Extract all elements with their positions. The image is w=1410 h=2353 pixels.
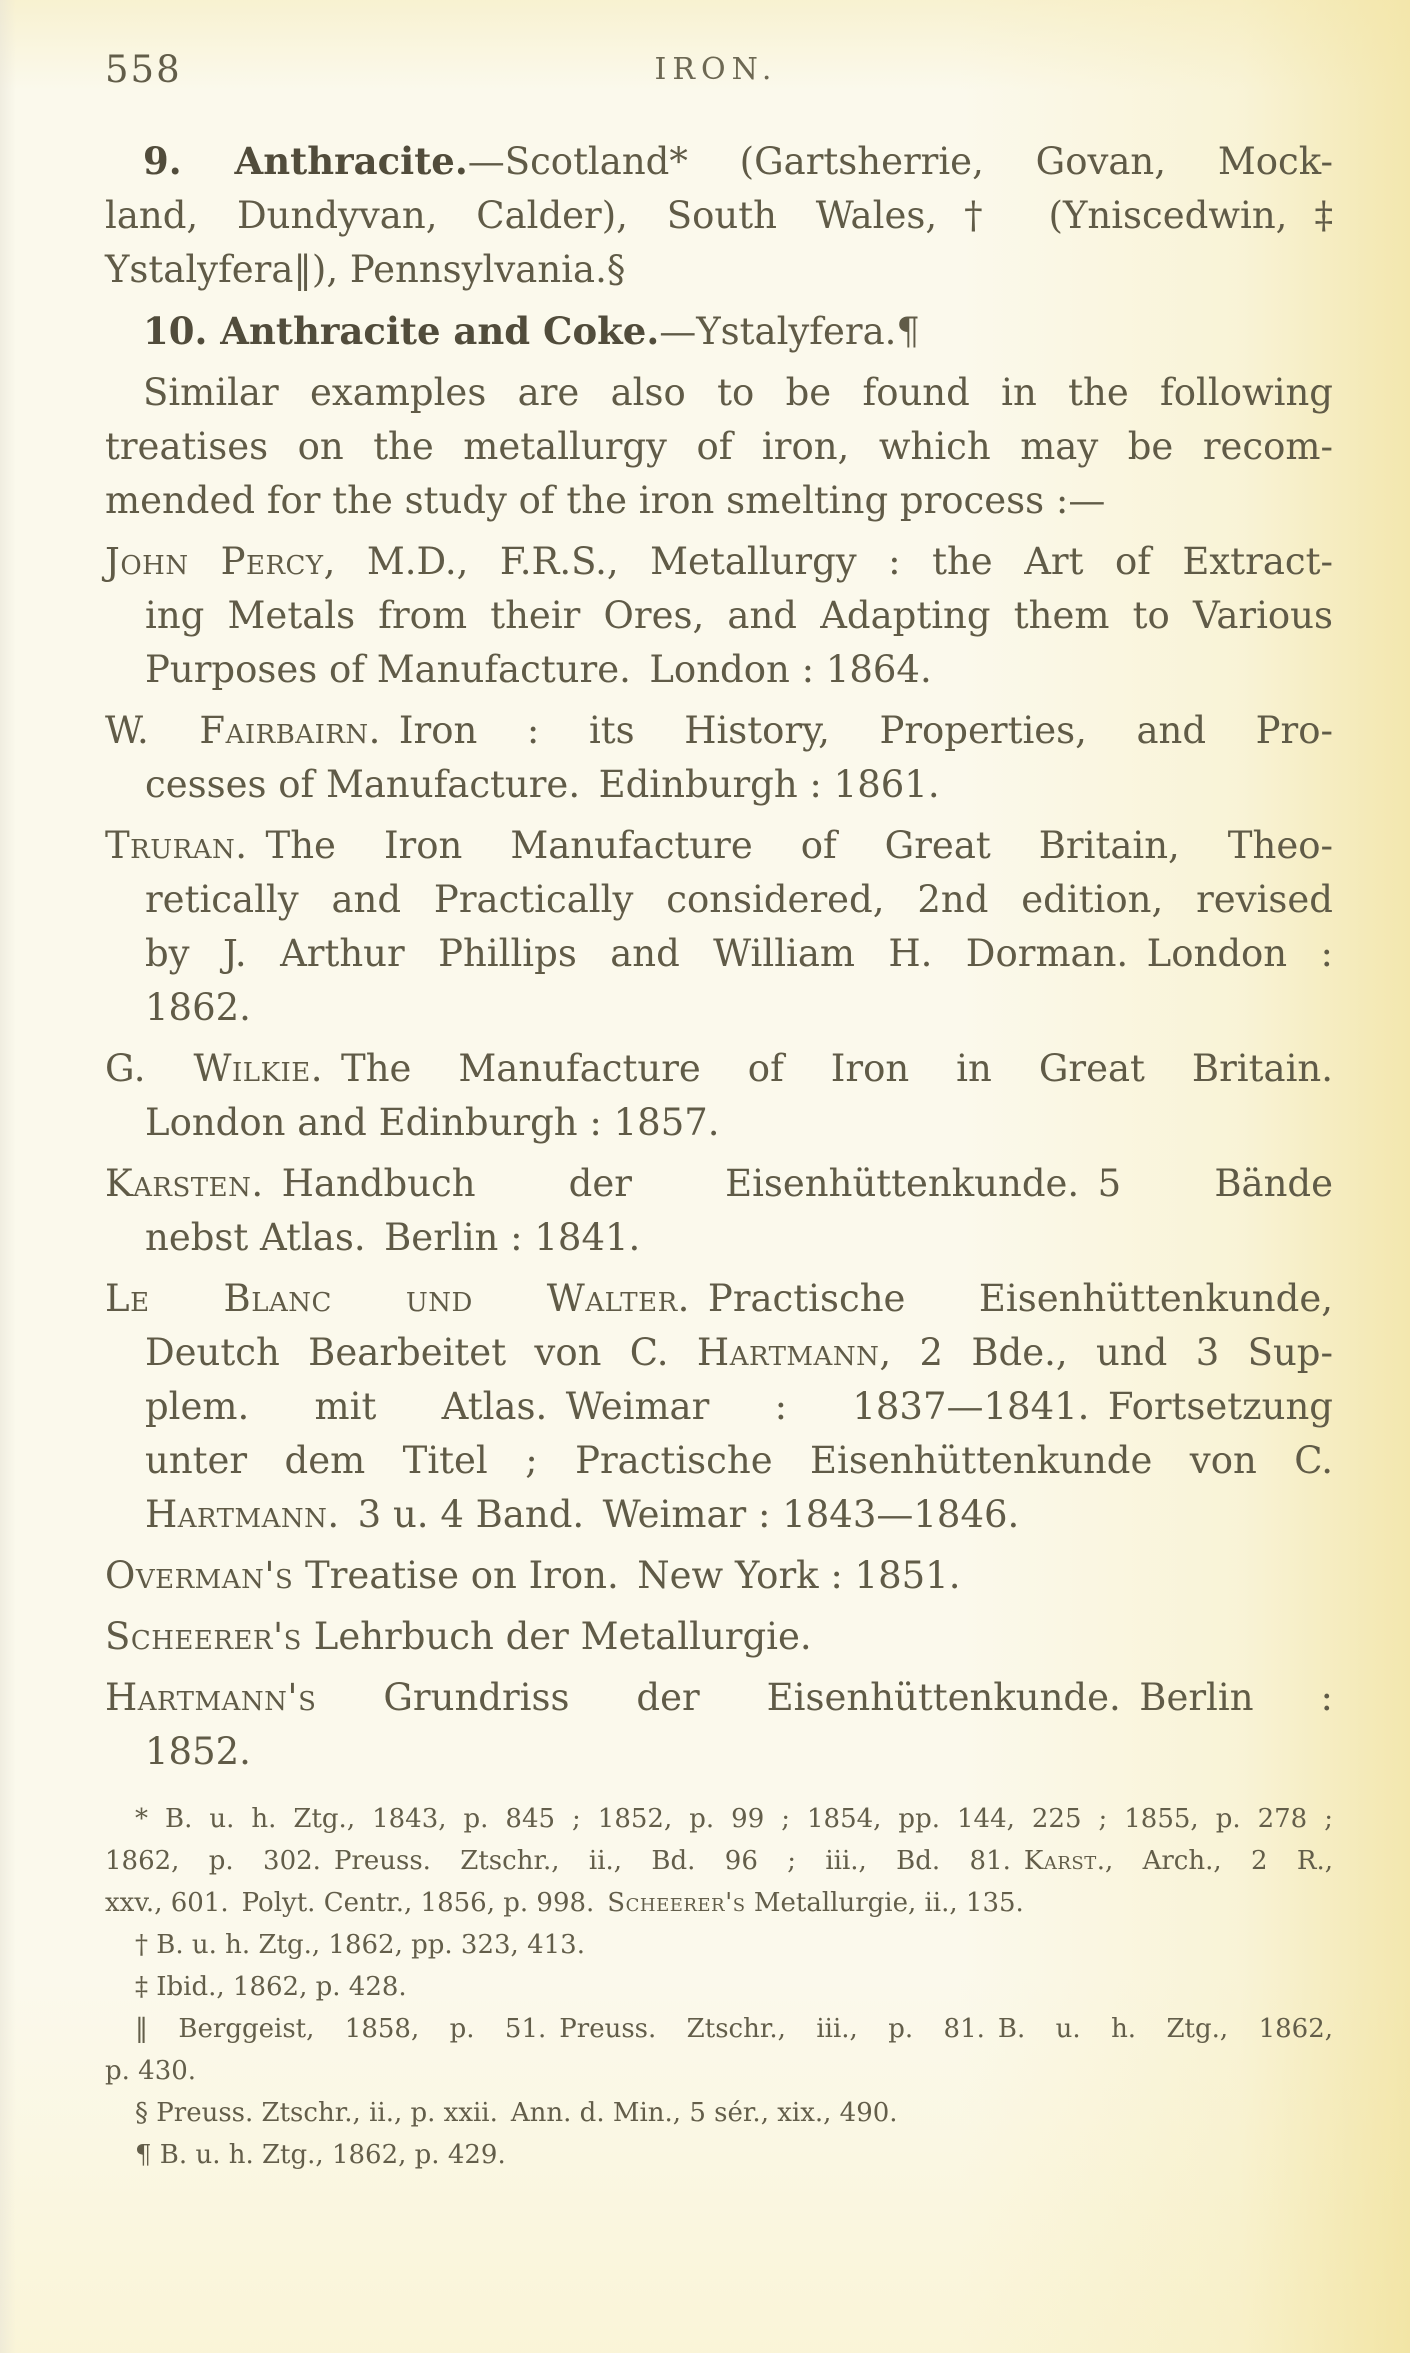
footnote-section: § Preuss. Ztschr., ii., p. xxii. Ann. d. Min., 5 sér., xix., 490. — [135, 2098, 898, 2128]
text-line: Karsten. Handbuch der Eisenhüttenkunde. 5 Bände — [105, 1162, 1333, 1205]
text-line: John Percy, M.D., F.R.S., Metallurgy : the Art of Extract- — [105, 540, 1334, 583]
footnote-star-line-2: 1862, p. 302. Preuss. Ztschr., ii., Bd. 96 ; iii., Bd. 81. Karst., Arch., 2 R., — [105, 1846, 1333, 1876]
text-body — [105, 134, 1333, 1786]
footnote-double-dagger: ‡ Ibid., 1862, p. 428. — [135, 1972, 407, 2002]
entry-overman — [105, 1549, 1333, 1603]
text-line: Ystalyfera‖), Pennsylvania.§ — [105, 248, 626, 291]
text-line: 1862. — [145, 986, 251, 1029]
footnote-parallel-line-2: p. 430. — [105, 2056, 197, 2086]
text-line: mended for the study of the iron smelting process :— — [105, 479, 1106, 522]
paragraph-similar-examples — [105, 366, 1333, 528]
text-line: nebst Atlas. Berlin : 1841. — [145, 1216, 641, 1259]
entry-karsten — [105, 1157, 1333, 1265]
text-line: plem. mit Atlas. Weimar : 1837—1841. Fortsetzung — [145, 1385, 1333, 1428]
text-line: Overman's Treatise on Iron. New York : 1851. — [105, 1554, 961, 1597]
entry-truran — [105, 819, 1333, 1035]
footnote-dagger: † B. u. h. Ztg., 1862, pp. 323, 413. — [135, 1930, 585, 1960]
text-line: Le Blanc und Walter. Practische Eisenhüttenkunde, — [105, 1277, 1333, 1320]
paragraph-10-anthracite-coke — [105, 304, 1333, 359]
text-line: land, Dundyvan, Calder), South Wales,† (Yniscedwin,‡ — [105, 194, 1333, 237]
text-line: by J. Arthur Phillips and William H. Dorman. London : — [145, 932, 1333, 975]
footnote-pilcrow: ¶ B. u. h. Ztg., 1862, p. 429. — [135, 2140, 506, 2170]
entry-wilkie — [105, 1042, 1333, 1150]
footnote-star-line-3: xxv., 601. Polyt. Centr., 1856, p. 998. Scheerer's Metallurgie, ii., 135. — [105, 1888, 1024, 1918]
text-line: 10. Anthracite and Coke.—Ystalyfera.¶ — [143, 309, 920, 353]
running-title: IRON. — [654, 52, 778, 87]
text-line: retically and Practically considered, 2nd edition, revised — [145, 878, 1333, 921]
text-line: treatises on the metallurgy of iron, which may be recom- — [105, 425, 1333, 468]
entry-fairbairn — [105, 704, 1333, 812]
entry-scheerer — [105, 1610, 1333, 1664]
footnote-parallel-line-1: ‖ Berggeist, 1858, p. 51. Preuss. Ztschr., iii., p. 81. B. u. h. Ztg., 1862, — [135, 2014, 1333, 2044]
text-line: 1852. — [145, 1730, 251, 1773]
text-line: W. Fairbairn. Iron : its History, Properties, and Pro- — [105, 709, 1333, 752]
entry-john-percy — [105, 535, 1333, 697]
text-line: unter dem Titel ; Practische Eisenhüttenkunde von C. — [145, 1439, 1333, 1482]
text-line: 9. Anthracite.—Scotland* (Gartsherrie, Govan, Mock- — [143, 139, 1333, 183]
text-line: G. Wilkie. The Manufacture of Iron in Great Britain. — [105, 1047, 1333, 1090]
text-line: Truran. The Iron Manufacture of Great Britain, Theo- — [105, 824, 1333, 867]
text-line: Hartmann's Grundriss der Eisenhüttenkunde. Berlin : — [105, 1676, 1333, 1719]
text-line: Deutch Bearbeitet von C. Hartmann, 2 Bde., und 3 Sup- — [145, 1331, 1333, 1374]
footnotes — [105, 1798, 1333, 2176]
footnote-star-line-1: * B. u. h. Ztg., 1843, p. 845 ; 1852, p. 99 ; 1854, pp. 144, 225 ; 1855, p. 278 ; — [135, 1804, 1333, 1834]
entry-hartmann — [105, 1671, 1333, 1779]
text-line: ing Metals from their Ores, and Adapting them to Various — [145, 594, 1333, 637]
page-number: 558 — [105, 48, 182, 91]
text-line: Hartmann. 3 u. 4 Band. Weimar : 1843—1846. — [145, 1493, 1020, 1536]
entry-leblanc-walter — [105, 1272, 1333, 1542]
text-line: Purposes of Manufacture. London : 1864. — [145, 648, 932, 691]
text-line: Scheerer's Lehrbuch der Metallurgie. — [105, 1615, 812, 1658]
text-line: Similar examples are also to be found in the following — [143, 371, 1333, 414]
paragraph-9-anthracite — [105, 134, 1333, 297]
text-line: London and Edinburgh : 1857. — [145, 1101, 720, 1144]
text-line: cesses of Manufacture. Edinburgh : 1861. — [145, 763, 940, 806]
page-header — [105, 44, 1327, 94]
